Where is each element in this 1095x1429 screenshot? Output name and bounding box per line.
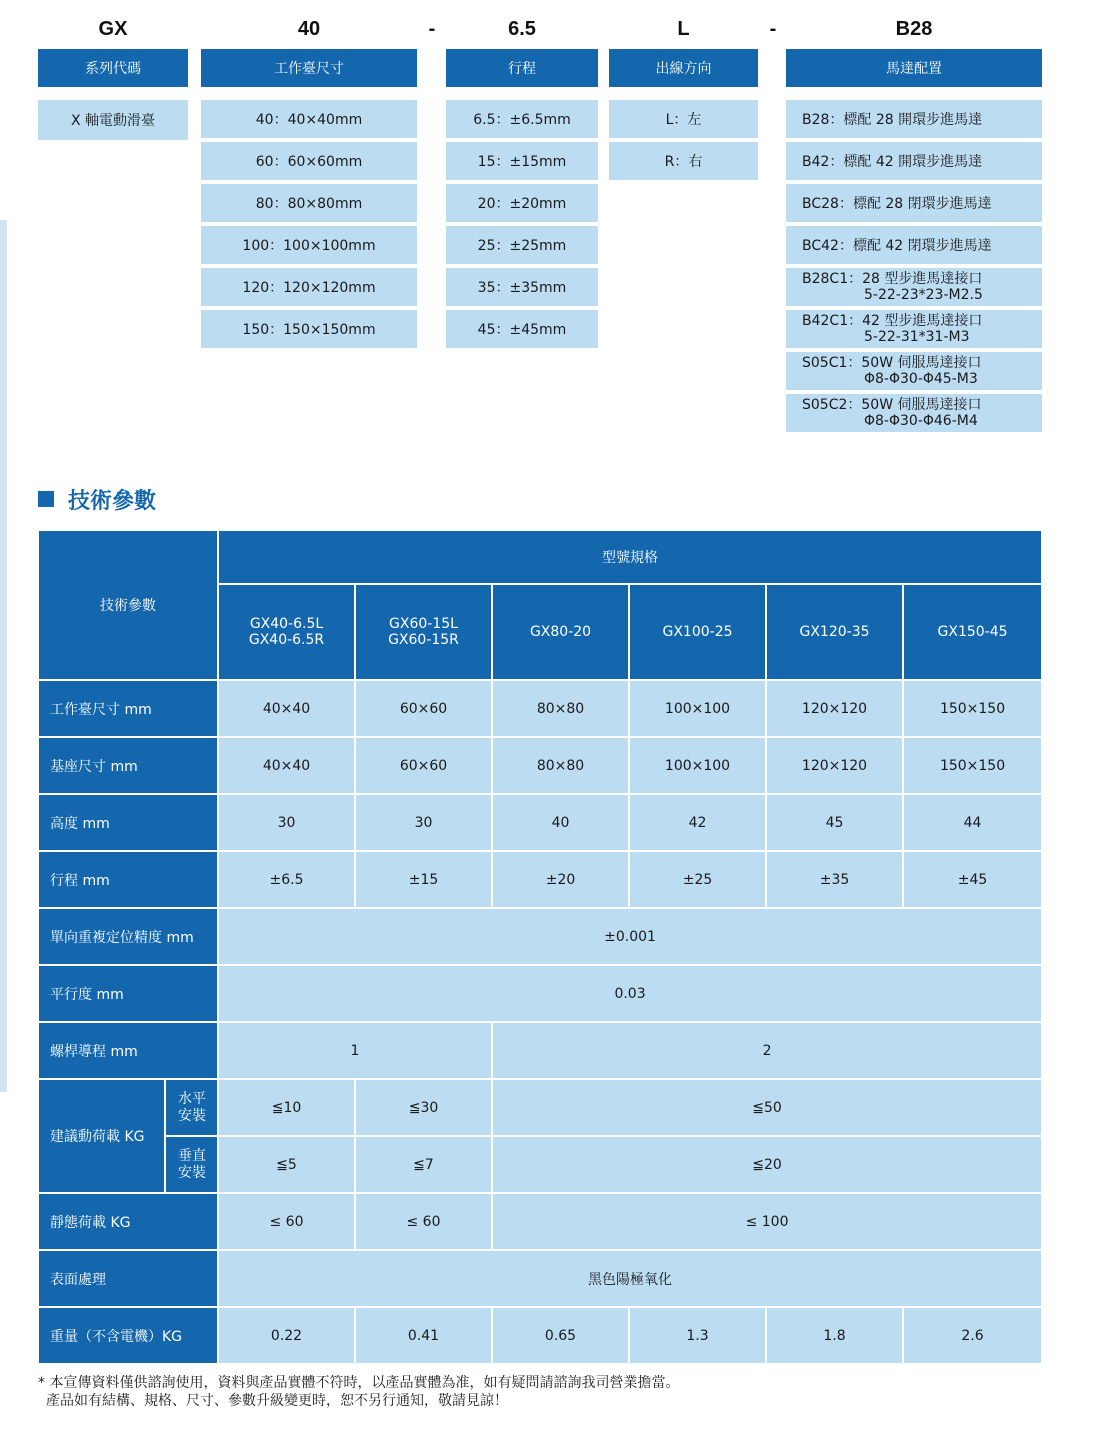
row-parallelism [38,965,1042,1022]
model-6: GX150-45 [903,584,1042,680]
option-stroke-1: 15：±15mm [446,142,598,180]
row-label: 高度 mm [38,794,218,851]
option-motor-0: B28：標配 28 開環步進馬達 [786,100,1042,138]
cell: 0.03 [218,965,1042,1022]
cell: 0.41 [355,1307,492,1364]
row-label: 表面處理 [38,1250,218,1307]
cell: ≦5 [218,1136,355,1193]
model-1 [218,584,355,680]
cell: 120×120 [766,680,903,737]
option-motor-7-line2: Φ8-Φ30-Φ46-M4 [864,413,978,429]
cell: ±15 [355,851,492,908]
option-size-1: 60：60×60mm [201,142,417,180]
option-motor-1: B42：標配 42 開環步進馬達 [786,142,1042,180]
row-lead [38,1022,1042,1079]
model-3: GX80-20 [492,584,629,680]
row-static-load [38,1193,1042,1250]
option-size-0: 40：40×40mm [201,100,417,138]
option-motor-6-line2: Φ8-Φ30-Φ45-M3 [864,371,978,387]
option-motor-4-line2: 5-22-23*23-M2.5 [864,287,983,303]
option-motor-6 [786,352,1042,390]
cell: 150×150 [903,680,1042,737]
cell: 1.3 [629,1307,766,1364]
section-square-icon [38,491,54,507]
cell: 30 [218,794,355,851]
model-1-line1: GX40-6.5L [249,616,324,632]
row-label: 基座尺寸 mm [38,737,218,794]
cell: ≤ 60 [218,1193,355,1250]
sub-label-line: 安裝 [178,1164,206,1181]
cell: ±6.5 [218,851,355,908]
option-size-5: 150：150×150mm [201,310,417,348]
row-dyn-load-horizontal [38,1079,1042,1136]
option-motor-3: BC42：標配 42 閉環步進馬達 [786,226,1042,264]
cell: 120×120 [766,737,903,794]
cell: ≦7 [355,1136,492,1193]
sub-label-line: 安裝 [178,1107,206,1124]
cell: 1.8 [766,1307,903,1364]
row-table-size [38,680,1042,737]
row-label: 行程 mm [38,851,218,908]
cell: 1 [218,1022,492,1079]
option-stroke-2: 20：±20mm [446,184,598,222]
header-table-size: 工作臺尺寸 [201,49,417,87]
cell: ±35 [766,851,903,908]
sub-label-line: 水平 [178,1090,206,1107]
option-size-3: 100：100×100mm [201,226,417,264]
cell: 44 [903,794,1042,851]
row-label: 重量（不含電機）KG [38,1307,218,1364]
footnote-2: 產品如有結構、規格、尺寸、參數升級變更時，恕不另行通知，敬請見諒！ [46,1393,508,1409]
model-2 [355,584,492,680]
cell: 80×80 [492,737,629,794]
option-series-0: X 軸電動滑臺 [38,100,188,140]
footnote-1: * 本宣傳資料僅供諮詢使用，資料與產品實體不符時，以產品實體為准，如有疑問請諮詢我司營業擔當。 [38,1375,680,1391]
param-header: 技術參數 [38,530,218,680]
option-motor-5-line1: B42C1：42 型步進馬達接口 [802,313,983,329]
model-1-line2: GX40-6.5R [248,632,325,648]
row-height [38,794,1042,851]
sub-label-line: 垂直 [178,1147,206,1164]
row-weight [38,1307,1042,1364]
cell: 42 [629,794,766,851]
option-stroke-5: 45：±45mm [446,310,598,348]
model-4: GX100-25 [629,584,766,680]
row-dyn-load-vertical [38,1136,1042,1193]
option-size-4: 120：120×120mm [201,268,417,306]
cell: 100×100 [629,737,766,794]
cell: 2 [492,1022,1042,1079]
cell: 0.22 [218,1307,355,1364]
cell: 30 [355,794,492,851]
cell: ≦50 [492,1079,1042,1136]
sub-label-horizontal [165,1079,218,1136]
cell: 40×40 [218,680,355,737]
cell: ±20 [492,851,629,908]
cell: ≦20 [492,1136,1042,1193]
cell: ≦30 [355,1079,492,1136]
header-motor: 馬達配置 [786,49,1042,87]
cell: 黑色陽極氧化 [218,1250,1042,1307]
code-series: GX [98,18,128,40]
option-motor-6-line1: S05C1：50W 伺服馬達接口 [802,355,982,371]
cell: 0.65 [492,1307,629,1364]
option-stroke-0: 6.5：±6.5mm [446,100,598,138]
model-2-line2: GX60-15R [388,632,459,648]
row-surface [38,1250,1042,1307]
header-direction: 出線方向 [609,49,758,87]
cell: 80×80 [492,680,629,737]
cell: ≤ 100 [492,1193,1042,1250]
cell: 60×60 [355,737,492,794]
row-label: 平行度 mm [38,965,218,1022]
option-motor-2: BC28：標配 28 閉環步進馬達 [786,184,1042,222]
code-size: 40 [297,18,321,40]
row-label: 螺桿導程 mm [38,1022,218,1079]
header-series: 系列代碼 [38,49,188,87]
spec-table [37,529,1043,1365]
option-motor-5 [786,310,1042,348]
row-base-size [38,737,1042,794]
cell: ±45 [903,851,1042,908]
section-title [38,484,156,514]
code-stroke: 6.5 [508,18,536,40]
row-label: 工作臺尺寸 mm [38,680,218,737]
row-label: 靜態荷載 KG [38,1193,218,1250]
cell: ≦10 [218,1079,355,1136]
cell: 45 [766,794,903,851]
row-label: 單向重複定位精度 mm [38,908,218,965]
cell: 40×40 [218,737,355,794]
option-motor-5-line2: 5-22-31*31-M3 [864,329,970,345]
section-title-text: 技術參數 [68,488,157,514]
option-direction-1: R：右 [609,142,758,180]
option-size-2: 80：80×80mm [201,184,417,222]
option-motor-7 [786,394,1042,432]
option-motor-4-line1: B28C1：28 型步進馬達接口 [802,271,983,287]
cell: ±0.001 [218,908,1042,965]
option-stroke-4: 35：±35mm [446,268,598,306]
code-motor: B28 [895,18,933,40]
cell: 60×60 [355,680,492,737]
row-repeatability [38,908,1042,965]
cell: 150×150 [903,737,1042,794]
cell: 2.6 [903,1307,1042,1364]
option-motor-7-line1: S05C2：50W 伺服馬達接口 [802,397,982,413]
model-header: 型號規格 [218,530,1042,584]
option-direction-0: L：左 [609,100,758,138]
header-stroke: 行程 [446,49,598,87]
code-dash-1: - [428,18,436,40]
code-direction: L [677,18,690,40]
side-tab-strip [0,220,7,1092]
cell: ±25 [629,851,766,908]
model-2-line1: GX60-15L [389,616,458,632]
option-motor-4 [786,268,1042,306]
model-5: GX120-35 [766,584,903,680]
cell: 40 [492,794,629,851]
cell: ≤ 60 [355,1193,492,1250]
code-dash-2: - [769,18,777,40]
sub-label-vertical [165,1136,218,1193]
cell: 100×100 [629,680,766,737]
option-stroke-3: 25：±25mm [446,226,598,264]
row-stroke [38,851,1042,908]
row-label: 建議動荷載 KG [38,1079,165,1193]
